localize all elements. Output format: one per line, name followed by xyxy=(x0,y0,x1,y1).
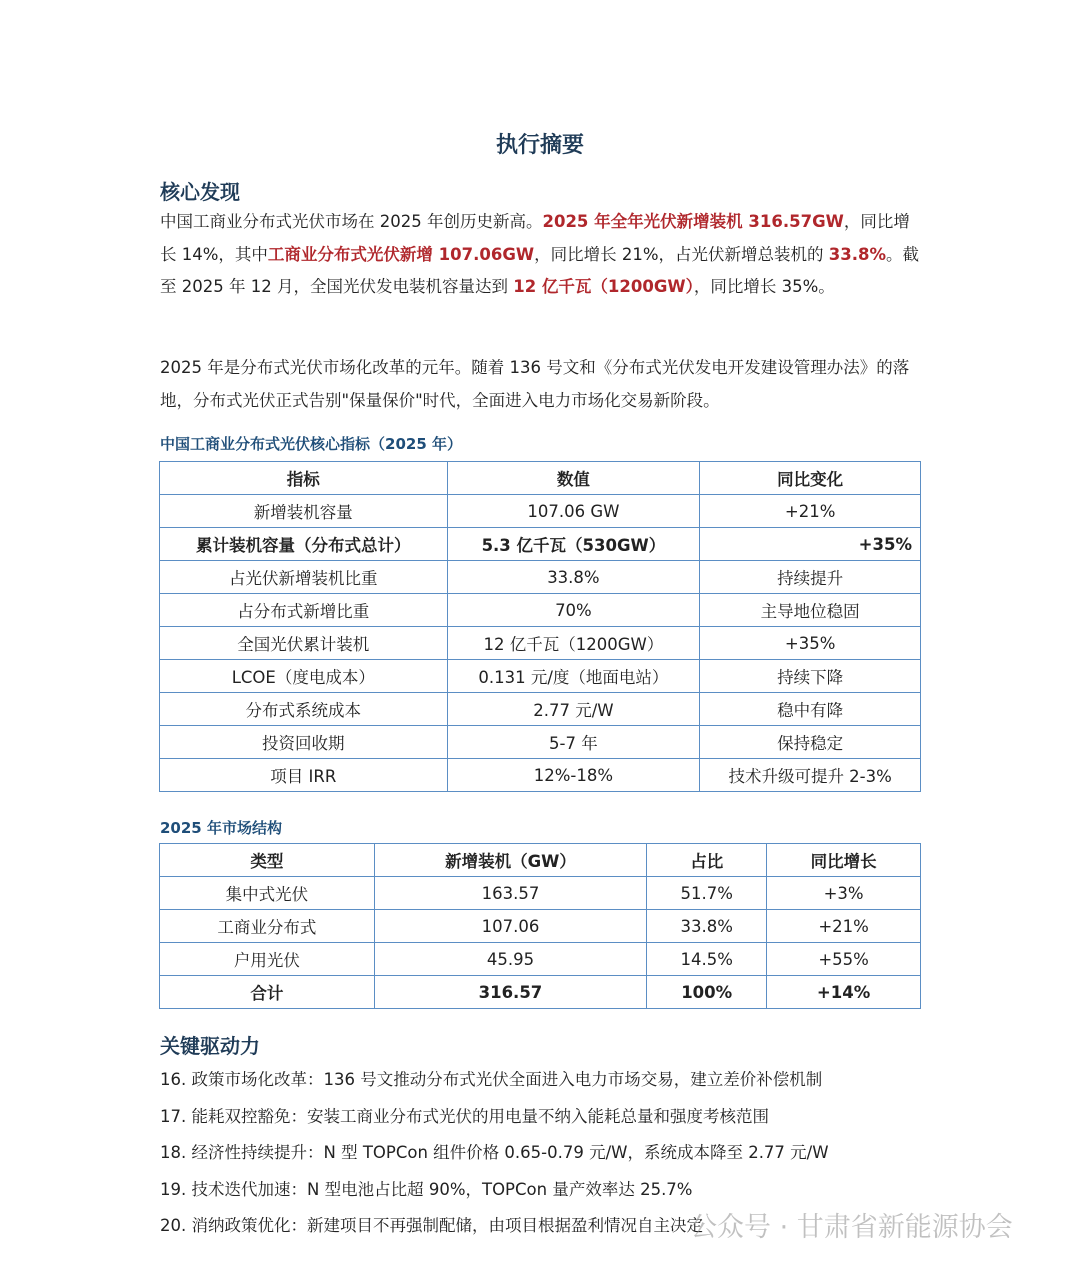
paragraph-text: ，同比增长 35%。 xyxy=(693,277,835,296)
key-drivers-heading: 关键驱动力 xyxy=(160,1034,260,1058)
cell: 33.8% xyxy=(647,910,767,943)
cell: 2.77 元/W xyxy=(447,693,700,726)
table1-caption: 中国工商业分布式光伏核心指标（2025 年） xyxy=(160,435,462,453)
cell: 项目 IRR xyxy=(160,759,448,792)
market-reform-paragraph: 2025 年是分布式光伏市场化改革的元年。随着 136 号文和《分布式光伏发电开发建设管理办法》的落地，分布式光伏正式告别"保量保价"时代，全面进入电力市场化交易新阶段。 xyxy=(160,358,910,410)
core-indicators-table xyxy=(159,461,921,792)
cell: +21% xyxy=(700,495,921,528)
header-cell: 占比 xyxy=(647,844,767,877)
cell: 70% xyxy=(447,594,700,627)
cell: 107.06 GW xyxy=(447,495,700,528)
table-row xyxy=(160,943,921,976)
highlight-text: 12 亿千瓦（1200GW） xyxy=(513,277,694,296)
highlight-text: 33.8% xyxy=(828,244,887,264)
cell: 163.57 xyxy=(374,877,647,910)
cell: 5-7 年 xyxy=(447,726,700,759)
table-row xyxy=(160,495,921,528)
table-row xyxy=(160,594,921,627)
table-header-row xyxy=(160,462,921,495)
header-cell: 数值 xyxy=(447,462,700,495)
cell: 持续提升 xyxy=(700,561,921,594)
table-row xyxy=(160,759,921,792)
cell: 14.5% xyxy=(647,943,767,976)
cell: 新增装机容量 xyxy=(160,495,448,528)
cell: +35% xyxy=(700,528,921,561)
table-row xyxy=(160,877,921,910)
cell: 投资回收期 xyxy=(160,726,448,759)
table-row xyxy=(160,627,921,660)
core-findings-heading: 核心发现 xyxy=(160,180,240,204)
cell: LCOE（度电成本） xyxy=(160,660,448,693)
table-row xyxy=(160,910,921,943)
cell: +3% xyxy=(767,877,921,910)
cell: 51.7% xyxy=(647,877,767,910)
cell: 分布式系统成本 xyxy=(160,693,448,726)
core-findings-paragraph xyxy=(160,206,925,304)
highlight-text: 2025 年全年光伏新增装机 316.57GW xyxy=(542,212,844,231)
cell: 316.57 xyxy=(374,976,647,1009)
highlight-text: 工商业分布式光伏新增 107.06GW xyxy=(267,244,535,264)
cell: +14% xyxy=(767,976,921,1009)
cell: 5.3 亿千瓦（530GW） xyxy=(447,528,700,561)
cell: 户用光伏 xyxy=(160,943,375,976)
list-item: 16. 政策市场化改革：136 号文推动分布式光伏全面进入电力市场交易，建立差价补偿机制 xyxy=(160,1070,823,1089)
cell: 占光伏新增装机比重 xyxy=(160,561,448,594)
cell: 100% xyxy=(647,976,767,1009)
cell: +55% xyxy=(767,943,921,976)
market-structure-table xyxy=(159,843,921,1009)
cell: 全国光伏累计装机 xyxy=(160,627,448,660)
cell: 107.06 xyxy=(374,910,647,943)
table-row xyxy=(160,693,921,726)
paragraph-text: ，同比增长 21%，占光伏新增总装机的 xyxy=(534,244,829,264)
table-row xyxy=(160,726,921,759)
cell: 12%-18% xyxy=(447,759,700,792)
header-cell: 指标 xyxy=(160,462,448,495)
header-cell: 新增装机（GW） xyxy=(374,844,647,877)
list-item: 18. 经济性持续提升：N 型 TOPCon 组件价格 0.65-0.79 元/W，系统成本降至 2.77 元/W xyxy=(160,1143,829,1162)
paragraph-text: ，同比增长 14%，其中 xyxy=(160,212,910,264)
table2-caption: 2025 年市场结构 xyxy=(160,819,282,837)
cell: 持续下降 xyxy=(700,660,921,693)
table-header-row xyxy=(160,844,921,877)
header-cell: 类型 xyxy=(160,844,375,877)
header-cell: 同比变化 xyxy=(700,462,921,495)
cell: 累计装机容量（分布式总计） xyxy=(160,528,448,561)
header-cell: 同比增长 xyxy=(767,844,921,877)
cell: 占分布式新增比重 xyxy=(160,594,448,627)
list-item: 19. 技术迭代加速：N 型电池占比超 90%，TOPCon 量产效率达 25.7% xyxy=(160,1179,693,1199)
watermark: 公众号 · 甘肃省新能源协会 xyxy=(690,1212,1013,1243)
cell: 集中式光伏 xyxy=(160,877,375,910)
table-row xyxy=(160,528,921,561)
list-item: 17. 能耗双控豁免：安装工商业分布式光伏的用电量不纳入能耗总量和强度考核范围 xyxy=(160,1106,769,1126)
cell: 合计 xyxy=(160,976,375,1009)
table-row xyxy=(160,561,921,594)
cell: 工商业分布式 xyxy=(160,910,375,943)
list-item: 20. 消纳政策优化：新建项目不再强制配储，由项目根据盈利情况自主决定 xyxy=(160,1216,703,1235)
cell: 45.95 xyxy=(374,943,647,976)
cell: 稳中有降 xyxy=(700,693,921,726)
cell: 技术升级可提升 2-3% xyxy=(700,759,921,792)
paragraph-text: 。截至 2025 年 12 月，全国光伏发电装机容量达到 xyxy=(160,244,920,296)
cell: +21% xyxy=(767,910,921,943)
table-row xyxy=(160,660,921,693)
cell: 保持稳定 xyxy=(700,726,921,759)
cell: +35% xyxy=(700,627,921,660)
cell: 主导地位稳固 xyxy=(700,594,921,627)
cell: 0.131 元/度（地面电站） xyxy=(447,660,700,693)
page-title: 执行摘要 xyxy=(495,133,584,158)
paragraph-text: 中国工商业分布式光伏市场在 2025 年创历史新高。 xyxy=(160,212,543,231)
table-total-row xyxy=(160,976,921,1009)
cell: 12 亿千瓦（1200GW） xyxy=(447,627,700,660)
cell: 33.8% xyxy=(447,561,700,594)
